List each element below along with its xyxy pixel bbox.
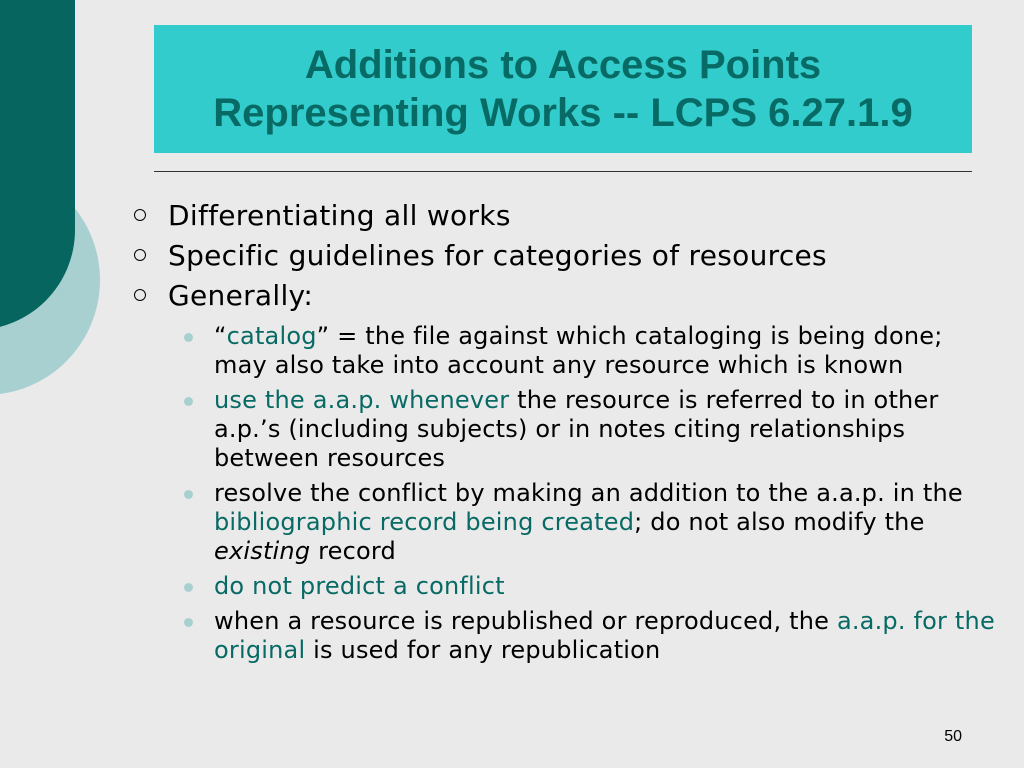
sub-text: when a resource is republished or reproduced, the <box>214 607 837 635</box>
title-line-2: Representing Works -- LCPS 6.27.1.9 <box>213 91 913 135</box>
bullet-text: Specific guidelines for categories of resources <box>168 239 827 272</box>
highlight-text: bibliographic record being created <box>214 508 635 536</box>
bullet-item <box>128 236 998 276</box>
dot-bullet-icon <box>184 490 193 499</box>
hollow-circle-bullet-icon <box>134 249 146 261</box>
highlight-text: do not predict a conflict <box>214 572 505 600</box>
dot-bullet-icon <box>184 583 193 592</box>
sub-text: ” = the file against which cataloging is being done; may also take into account any resource which is known <box>214 322 943 379</box>
slide-body <box>128 196 998 671</box>
highlight-text: use the a.a.p. whenever <box>214 386 510 414</box>
sub-text: ; do not also modify the <box>634 508 925 536</box>
dot-bullet-icon <box>184 618 193 627</box>
title-divider <box>154 171 972 172</box>
dot-bullet-icon <box>184 333 193 342</box>
slide-title <box>154 25 972 153</box>
sub-text: record <box>310 537 396 565</box>
bullet-item <box>128 276 998 316</box>
title-line-1: Additions to Access Points <box>304 43 822 87</box>
sub-bullet-item <box>128 479 998 566</box>
page-number: 50 <box>944 728 962 745</box>
bullet-text: Generally: <box>168 279 314 312</box>
sub-text: “ <box>214 322 227 350</box>
sub-bullet-item <box>128 607 998 665</box>
hollow-circle-bullet-icon <box>134 289 146 301</box>
sub-text: the resource is referred to in other a.p.’s (including subjects) or in notes citing relationships between resources <box>214 386 939 472</box>
hollow-circle-bullet-icon <box>134 209 146 221</box>
sub-bullet-item <box>128 322 998 380</box>
bullet-text: Differentiating all works <box>168 199 511 232</box>
highlight-text: a.a.p. for the original <box>214 607 995 664</box>
emphasis-text: existing <box>214 537 311 565</box>
sub-text: is used for any republication <box>305 636 661 664</box>
dot-bullet-icon <box>184 397 193 406</box>
highlight-text: catalog <box>226 322 317 350</box>
sub-text: resolve the conflict by making an addition to the a.a.p. in the <box>214 479 963 507</box>
sub-bullet-item <box>128 572 998 601</box>
bullet-item <box>128 196 998 236</box>
sub-bullet-item <box>128 386 998 473</box>
